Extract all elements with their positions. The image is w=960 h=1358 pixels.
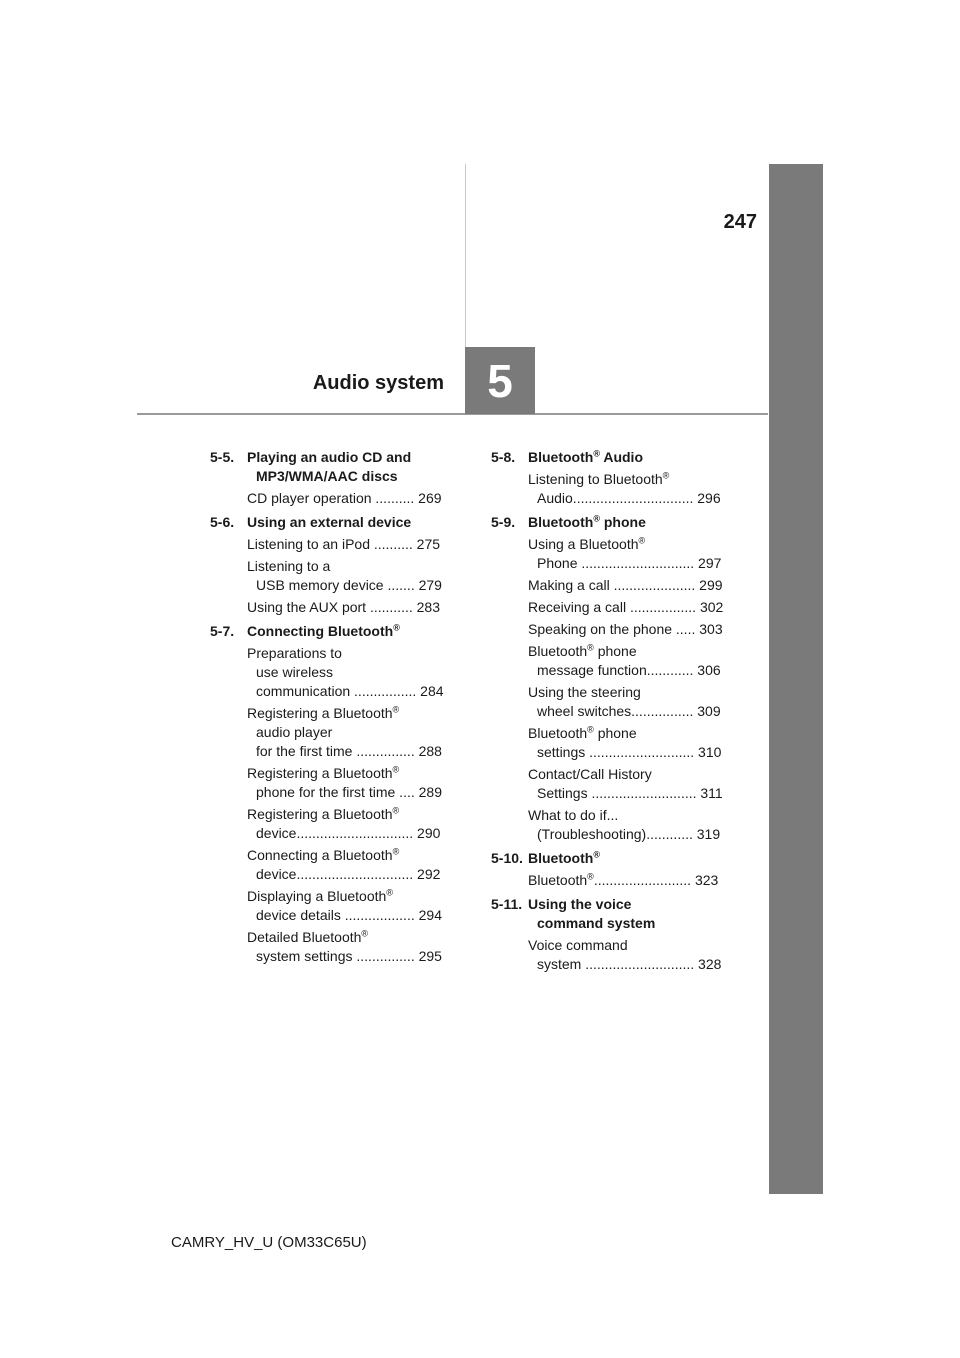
toc-entry[interactable] [491, 724, 743, 762]
toc-entry[interactable] [210, 644, 462, 701]
toc-entry[interactable] [491, 936, 743, 974]
toc-entry-line: Registering a Bluetooth® [247, 764, 400, 781]
toc-entry[interactable] [210, 764, 462, 802]
toc-column-left [210, 448, 462, 971]
toc-section [210, 622, 462, 966]
toc-section [491, 513, 743, 844]
toc-section-number: 5-11. [491, 896, 523, 912]
toc-entry-line: CD player operation .......... 269 [247, 490, 442, 506]
toc-entry-line: phone for the first time .... 289 [256, 784, 442, 800]
toc-entry-line: (Troubleshooting)............ 319 [537, 826, 721, 842]
toc-entry-line: settings ........................... 310 [537, 744, 722, 760]
toc-section [491, 448, 743, 508]
toc-entry[interactable] [210, 928, 462, 966]
toc-entry[interactable] [210, 887, 462, 925]
toc-entry[interactable] [491, 620, 743, 639]
toc-entry-line: device details .................. 294 [256, 907, 442, 923]
toc-entry[interactable] [210, 598, 462, 617]
toc-entry-line: message function............ 306 [537, 662, 721, 678]
toc-section-title [528, 448, 743, 467]
toc-entry[interactable] [491, 642, 743, 680]
chapter-title: Audio system [312, 372, 444, 394]
toc-section-title-line: command system [537, 915, 656, 931]
toc-section-heading [210, 622, 462, 641]
toc-section-number: 5-8. [491, 449, 516, 465]
toc-entry-line: Using a Bluetooth® [528, 535, 646, 552]
toc-entry[interactable] [210, 557, 462, 595]
toc-entry-line: Detailed Bluetooth® [247, 928, 369, 945]
toc-entry-line: Using the AUX port ........... 283 [247, 599, 440, 615]
toc-entry[interactable] [491, 871, 743, 890]
header-vertical-rule [465, 164, 466, 347]
toc-entry-line: Speaking on the phone ..... 303 [528, 621, 723, 637]
toc-section-heading [491, 849, 743, 868]
toc-entry-line: Connecting a Bluetooth® [247, 846, 400, 863]
toc-section-number: 5-5. [210, 449, 235, 465]
toc-section-title-line: Using the voice [528, 896, 632, 912]
toc-section-number: 5-6. [210, 514, 235, 530]
toc-section-heading [491, 513, 743, 532]
toc-section [210, 448, 462, 508]
toc-entry-line: Listening to an iPod .......... 275 [247, 536, 441, 552]
toc-entry-line: use wireless [256, 664, 334, 680]
toc-entry-line: Making a call ..................... 299 [528, 577, 723, 593]
page-number: 247 [723, 211, 757, 233]
toc-entry[interactable] [210, 535, 462, 554]
toc-entry-line: Bluetooth® phone [528, 642, 637, 659]
toc-section-title-line: Using an external device [247, 514, 412, 530]
toc-entry-line: communication ................ 284 [256, 683, 444, 699]
toc-entry-line: Contact/Call History [528, 766, 652, 782]
toc-section [210, 513, 462, 617]
toc-entry-line: device.............................. 292 [256, 866, 441, 882]
toc-entry-line: Using the steering [528, 684, 641, 700]
toc-section-heading [491, 895, 743, 933]
toc-entry-line: Listening to Bluetooth® [528, 470, 670, 487]
toc-entry[interactable] [210, 704, 462, 761]
toc-entry-line: Registering a Bluetooth® [247, 704, 400, 721]
toc-entry[interactable] [491, 576, 743, 595]
toc-section-number: 5-10. [491, 850, 523, 866]
toc-entry-line: Listening to a [247, 558, 331, 574]
toc-section-title [528, 849, 743, 868]
toc-entry-line: Preparations to [247, 645, 342, 661]
toc-entry[interactable] [491, 598, 743, 617]
toc-column-right [491, 448, 743, 979]
chapter-number-box: 5 [465, 347, 535, 414]
toc-entry[interactable] [491, 535, 743, 573]
toc-entry-line: Settings ........................... 311 [537, 785, 723, 801]
toc-section-title-line: Playing an audio CD and [247, 449, 412, 465]
toc-section-title-line: Bluetooth® [528, 849, 600, 866]
toc-entry-line: audio player [256, 724, 333, 740]
toc-section [491, 895, 743, 974]
footer-model-code: CAMRY_HV_U (OM33C65U) [171, 1234, 367, 1251]
toc-section-title [247, 622, 462, 641]
toc-section-heading [210, 513, 462, 532]
toc-entry-line: Audio............................... 296 [537, 490, 721, 506]
toc-entry-line: USB memory device ....... 279 [256, 577, 442, 593]
toc-entry-line: Displaying a Bluetooth® [247, 887, 393, 904]
toc-section-title-line: MP3/WMA/AAC discs [256, 468, 398, 484]
toc-section-title-line: Bluetooth® phone [528, 513, 646, 530]
chapter-side-tab [769, 164, 823, 1194]
toc-section-title-line: Bluetooth® Audio [528, 448, 643, 465]
toc-section-title [528, 895, 743, 933]
toc-entry-line: system settings ............... 295 [256, 948, 442, 964]
toc-entry[interactable] [491, 470, 743, 508]
toc-section-heading [210, 448, 462, 486]
toc-section-title [247, 448, 462, 486]
toc-section-number: 5-7. [210, 623, 235, 639]
toc-entry[interactable] [491, 806, 743, 844]
toc-entry-line: for the first time ............... 288 [256, 743, 442, 759]
toc-section-title-line: Connecting Bluetooth® [247, 622, 400, 639]
toc-section-title [528, 513, 743, 532]
toc-entry-line: Registering a Bluetooth® [247, 805, 400, 822]
toc-section-title [247, 513, 462, 532]
toc-entry[interactable] [491, 683, 743, 721]
toc-section-number: 5-9. [491, 514, 516, 530]
toc-entry[interactable] [491, 765, 743, 803]
toc-entry-line: device.............................. 290 [256, 825, 441, 841]
toc-entry[interactable] [210, 805, 462, 843]
toc-entry-line: What to do if... [528, 807, 619, 823]
toc-entry[interactable] [210, 846, 462, 884]
toc-entry-line: Voice command [528, 937, 628, 953]
toc-entry-line: wheel switches................ 309 [537, 703, 721, 719]
header-horizontal-rule [137, 413, 768, 415]
toc-entry-line: Phone ............................. 297 [537, 555, 722, 571]
toc-entry-line: Bluetooth®......................... 323 [528, 871, 719, 888]
toc-entry-line: Bluetooth® phone [528, 724, 637, 741]
toc-section-heading [491, 448, 743, 467]
toc-section [491, 849, 743, 890]
toc-entry-line: system ............................ 328 [537, 956, 722, 972]
toc-entry[interactable] [210, 489, 462, 508]
toc-entry-line: Receiving a call ................. 302 [528, 599, 724, 615]
